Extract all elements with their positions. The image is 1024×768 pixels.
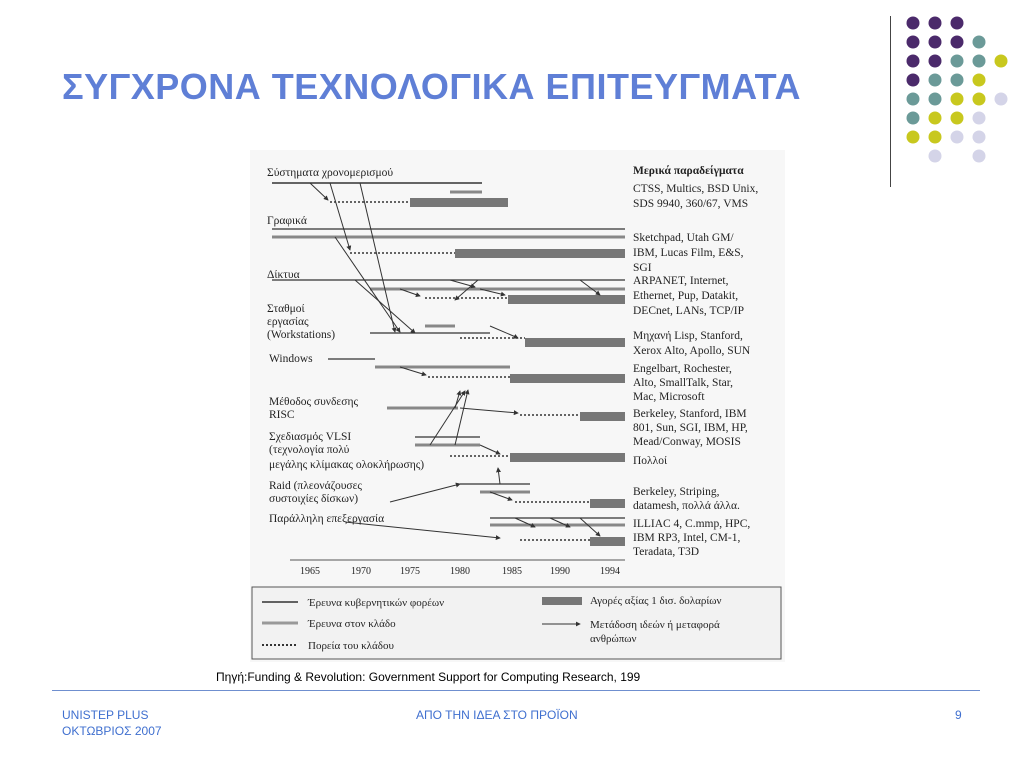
legend-government: Έρευνα κυβερνητικών φορέων [308,597,445,609]
row-label: Σύστηματα χρονομερισμού [267,167,394,179]
year-label: 1980 [450,566,470,577]
legend-course: Πορεία του κλάδου [308,640,394,652]
dot-grid [907,17,1008,163]
row-label: (Workstations) [267,329,336,341]
row-label: Γραφικά [267,215,307,227]
example-line: IBM RP3, Intel, CM-1, [633,532,741,544]
row-label: Παράλληλη επεξεργασία [269,513,385,525]
example-line: datamesh, πολλά άλλα. [633,500,740,512]
legend-swatch-markets [542,597,582,605]
row-label: εργασίας [267,316,309,328]
legend-transfer: Μετάδοση ιδεών ή μεταφορά [590,619,720,631]
example-line: Berkeley, Striping, [633,486,720,498]
example-line: Ethernet, Pup, Datakit, [633,290,739,302]
row-label: Μέθοδος συνδεσης [269,396,359,408]
row-label: Σχεδιασμός VLSI [269,431,352,443]
example-line: ILLIAC 4, C.mmp, HPC, [633,518,751,530]
example-line: ARPANET, Internet, [633,275,729,287]
figure-source-caption: Πηγή:Funding & Revolution: Government Support for Computing Research, 199 [216,670,641,684]
example-line: Alto, SmallTalk, Star, [633,377,733,389]
row-label: Raid (πλεονάζουσες [269,480,362,492]
year-label: 1970 [351,566,371,577]
example-line: Πολλοί [633,455,668,467]
row-label: Δίκτυα [267,269,300,281]
example-line: Engelbart, Rochester, [633,363,732,375]
footer-divider [52,690,980,691]
legend-markets: Αγορές αξίας 1 δισ. δολαρίων [590,595,722,607]
row-label: (τεχνολογία πολύ [269,444,350,456]
example-line: IBM, Lucas Film, E&S, [633,247,744,259]
row-label: Σταθμοί [267,303,305,315]
example-line: Mead/Conway, MOSIS [633,436,741,448]
figure-legend [252,587,781,659]
row-label: μεγάλης κλίμακας ολοκλήρωσης) [269,459,425,471]
example-line: Μηχανή Lisp, Stanford, [633,330,743,342]
year-label: 1975 [400,566,420,577]
footer-date: ΟΚΤΩΒΡΙΟΣ 2007 [62,724,162,738]
example-line: Mac, Microsoft [633,391,705,403]
year-label: 1965 [300,566,320,577]
row-label: RISC [269,409,295,421]
example-line: Teradata, T3D [633,546,700,558]
legend-transfer: ανθρώπων [590,633,637,645]
example-line: Sketchpad, Utah GM/ [633,232,734,244]
example-line: SDS 9940, 360/67, VMS [633,198,749,210]
year-label: 1990 [550,566,570,577]
footer-center-title: ΑΠΟ ΤΗΝ ΙΔΕΑ ΣΤΟ ΠΡΟΪΟΝ [416,708,578,722]
example-line: Xerox Alto, Apollo, SUN [633,345,751,357]
footer-organization: UNISTEP PLUS [62,708,149,722]
year-label: 1985 [502,566,522,577]
footer-left [62,707,162,739]
divider-line [890,16,891,187]
example-line: DECnet, LANs, TCP/IP [633,305,744,317]
example-line: CTSS, Multics, BSD Unix, [633,183,759,195]
example-line: Berkeley, Stanford, IBM [633,408,747,420]
row-label: συστοιχίες δίσκων) [269,493,359,505]
example-line: SGI [633,262,652,274]
computing-research-timeline-figure [250,150,785,662]
page-number: 9 [955,708,962,722]
year-label: 1994 [600,566,620,577]
row-label: Windows [269,353,313,365]
example-line: 801, Sun, SGI, IBM, HP, [633,422,748,434]
column-header: Μερικά παραδείγματα [633,165,744,177]
decorative-dots [895,10,1020,170]
slide-title: ΣΥΓΧΡΟΝΑ ΤΕΧΝΟΛΟΓΙΚΑ ΕΠΙΤΕΥΓΜΑΤΑ [62,66,801,107]
legend-industry: Έρευνα στον κλάδο [308,618,396,630]
